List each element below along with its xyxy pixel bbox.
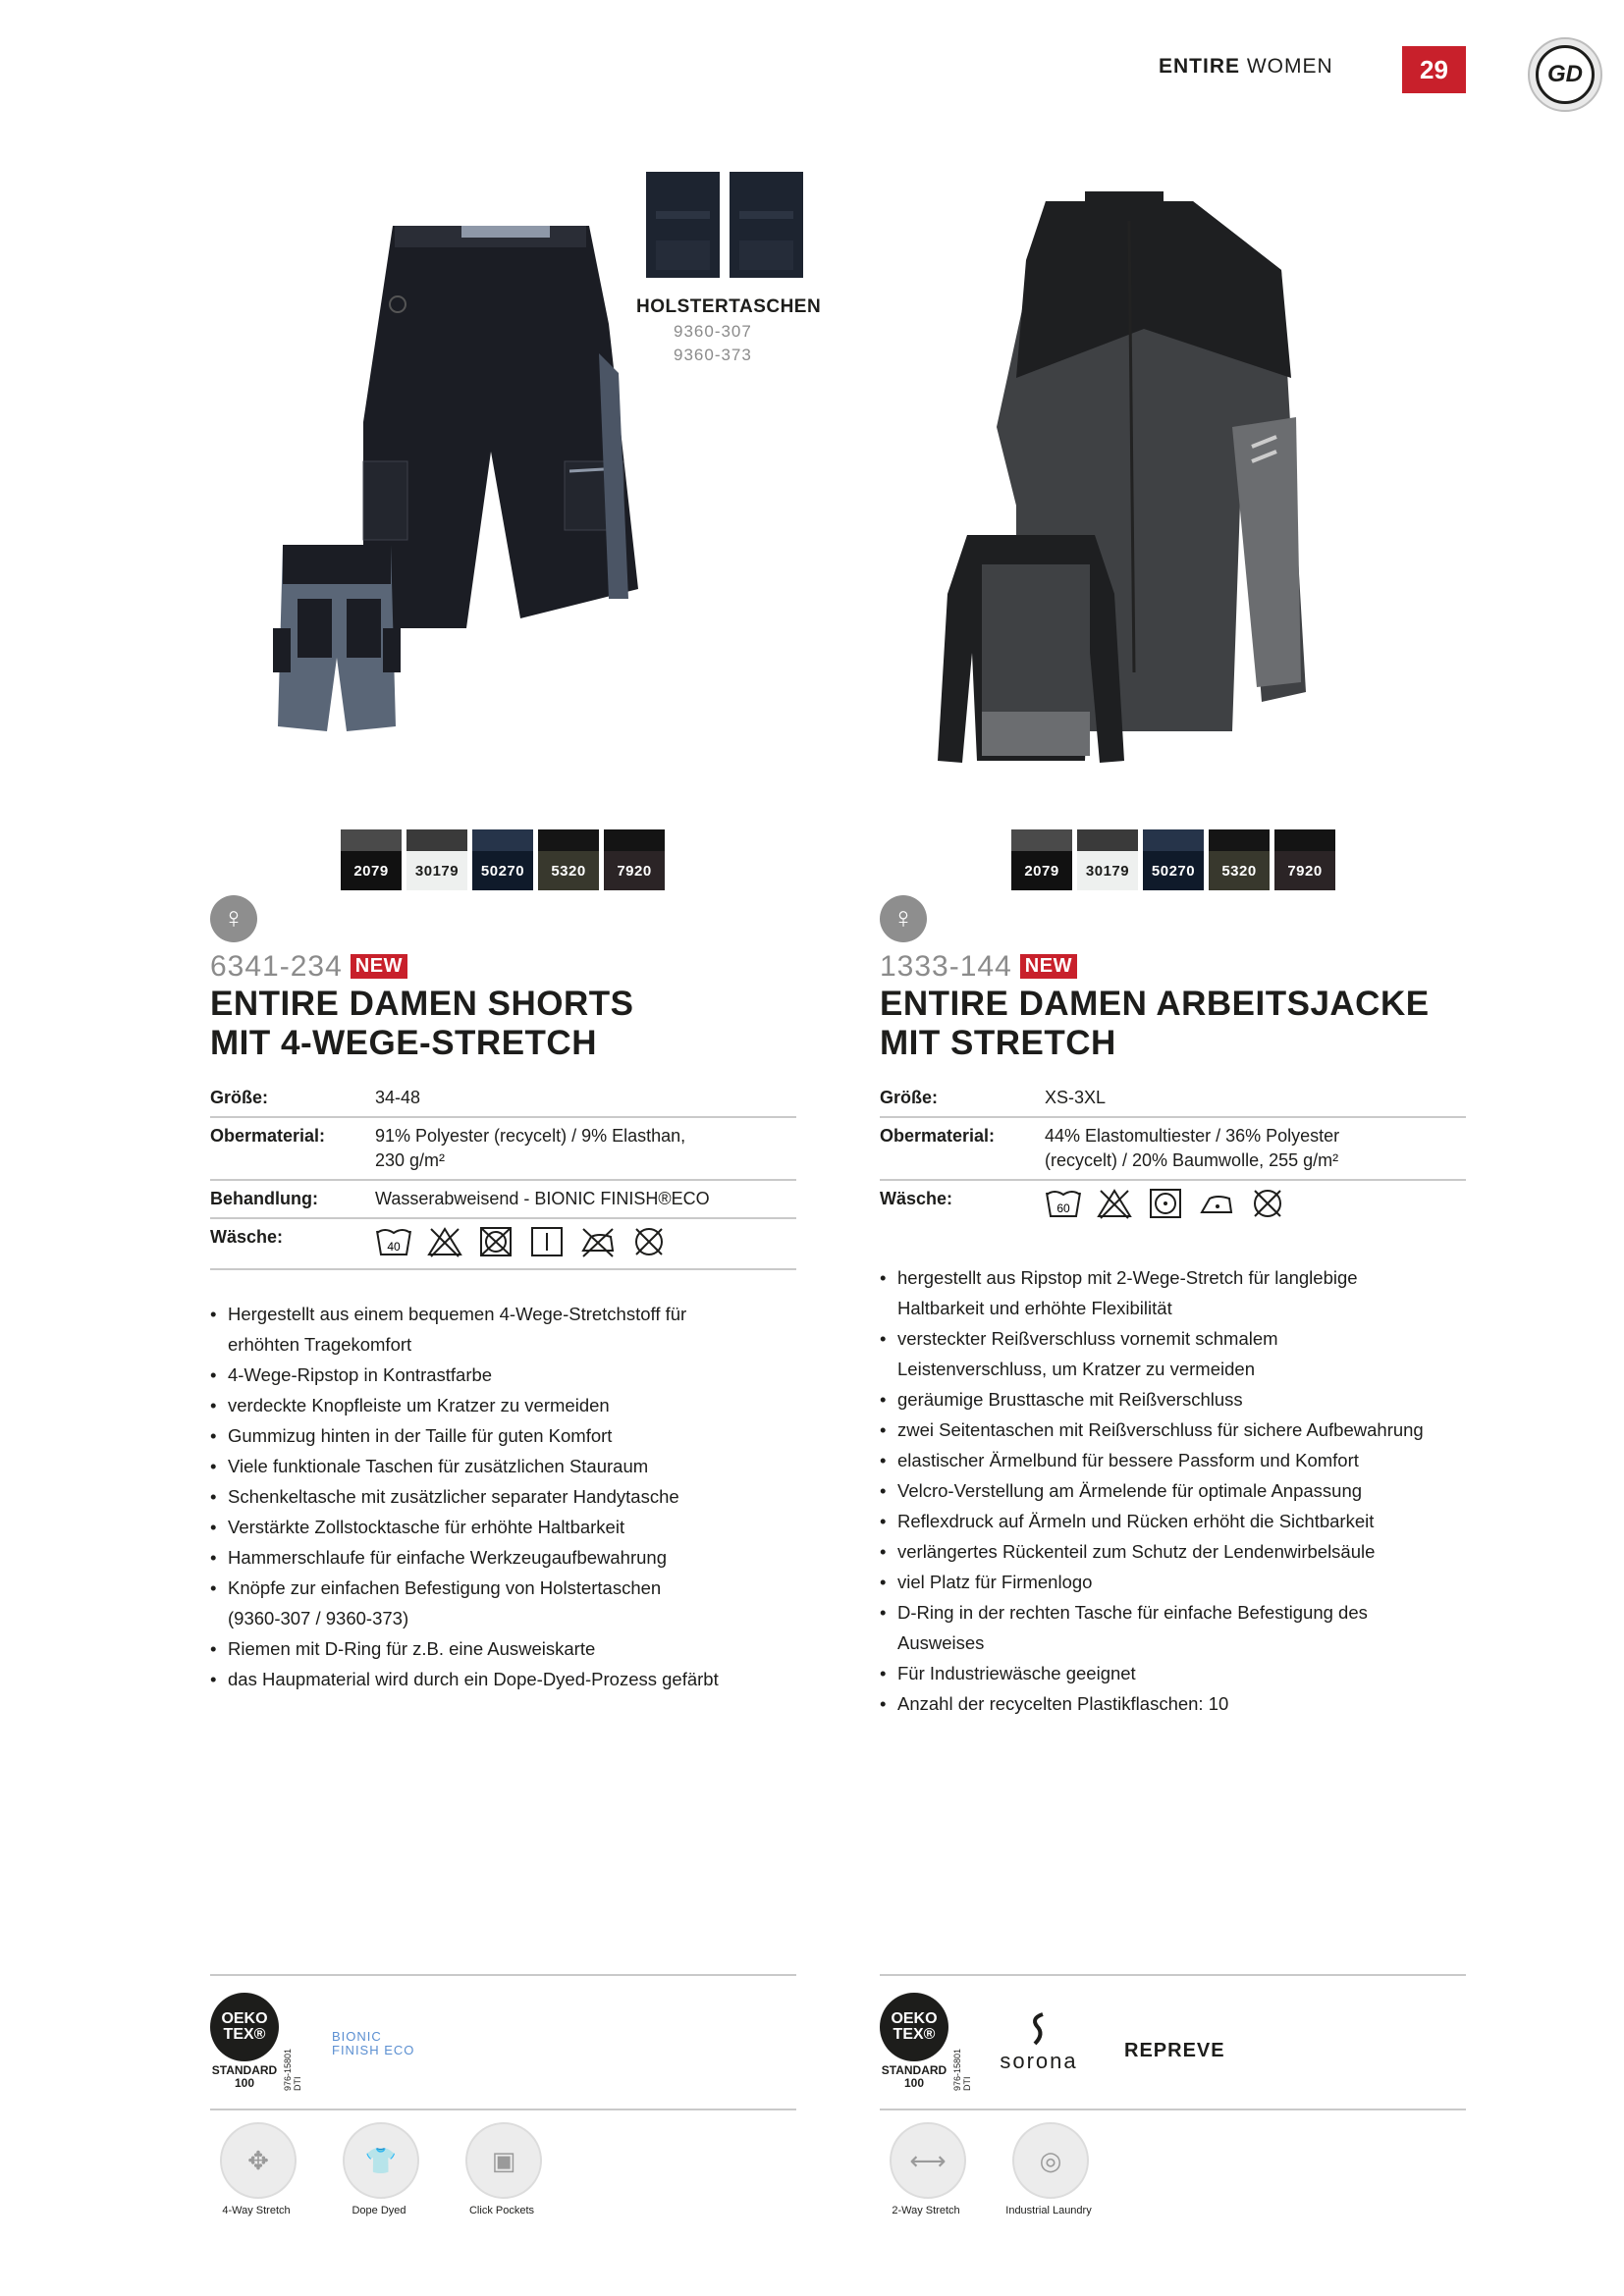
repreve-logo: REPREVE: [1124, 2040, 1225, 2061]
swatch-7920[interactable]: 7920: [604, 829, 665, 890]
wash-60-icon: [1045, 1187, 1082, 1220]
product-title: ENTIRE DAMEN ARBEITSJACKE MIT STRETCH: [880, 985, 1430, 1062]
list-item: • Verstärkte Zollstocktasche für erhöhte Haltbarkeit: [210, 1512, 799, 1542]
washing-machine-icon: ◎: [1012, 2122, 1089, 2199]
spec-treatment: Behandlung: Wasserabweisend - BIONIC FINISH®ECO: [210, 1181, 796, 1219]
section-title: [1159, 55, 1333, 79]
swatch-2079[interactable]: 2079: [341, 829, 402, 890]
list-item: (9360-307 / 9360-373): [228, 1608, 409, 1629]
swatch-50270[interactable]: 50270: [1143, 829, 1204, 890]
no-dry-clean-icon: [630, 1225, 668, 1258]
spec-wash: Wäsche: 40: [210, 1219, 796, 1270]
shirt-icon: 👕: [343, 2122, 419, 2199]
list-item: Haltbarkeit und erhöhte Flexibilität: [897, 1298, 1172, 1318]
oeko-tex-logo: OEKO TEX® STANDARD 100: [210, 1993, 279, 2090]
article-number: 1333-144 NEW: [880, 950, 1077, 984]
jacket-image: [908, 182, 1380, 771]
list-item: • viel Platz für Firmenlogo: [880, 1567, 1489, 1597]
no-bleach-icon: [1096, 1187, 1133, 1220]
swatch-2079[interactable]: 2079: [1011, 829, 1072, 890]
oeko-tex-code: 976-15801 DTI: [283, 2048, 302, 2091]
product-title: ENTIRE DAMEN SHORTS MIT 4-WEGE-STRETCH: [210, 985, 634, 1062]
feature-2-way-stretch: ⟷ 2-Way Stretch: [862, 2122, 990, 2217]
sorona-mark-icon: [1027, 2012, 1051, 2048]
spec-material: Obermaterial: 91% Polyester (recycelt) / 9% Elasthan, 230 g/m²: [210, 1118, 796, 1181]
list-item: • elastischer Ärmelbund für bessere Passform und Komfort: [880, 1445, 1489, 1475]
list-item: Leistenverschluss, um Kratzer zu vermeiden: [897, 1359, 1255, 1379]
sorona-logo: sorona: [1000, 2012, 1078, 2074]
list-item: • 4-Wege-Ripstop in Kontrastfarbe: [210, 1360, 799, 1390]
list-item: • das Haupmaterial wird durch ein Dope-Dyed-Prozess gefärbt: [210, 1664, 799, 1694]
tumble-dry-icon: [1147, 1187, 1184, 1220]
holster-code-1: 9360-307: [674, 322, 752, 341]
holster-code-2: 9360-373: [674, 346, 752, 364]
list-item: • Knöpfe zur einfachen Befestigung von Holstertaschen: [210, 1573, 799, 1603]
list-item: • D-Ring in der rechten Tasche für einfache Befestigung des: [880, 1597, 1489, 1628]
feature-4-way-stretch: ✥ 4-Way Stretch: [192, 2122, 320, 2217]
spec-material: Obermaterial: 44% Elastomultiester / 36% Polyester (recycelt) / 20% Baumwolle, 255 g/m²: [880, 1118, 1466, 1181]
divider: [880, 2109, 1466, 2110]
article-number: 6341-234 NEW: [210, 950, 407, 984]
swatch-5320[interactable]: 5320: [538, 829, 599, 890]
spec-size: Größe: 34-48: [210, 1080, 796, 1118]
spec-table: [210, 1080, 796, 1270]
spec-size: Größe: XS-3XL: [880, 1080, 1466, 1118]
no-iron-icon: [579, 1225, 617, 1258]
list-item: • Hammerschlaufe für einfache Werkzeugaufbewahrung: [210, 1542, 799, 1573]
divider: [880, 1974, 1466, 1976]
list-item: erhöhten Tragekomfort: [228, 1334, 412, 1355]
divider: [210, 1974, 796, 1976]
section-title-light: WOMEN: [1246, 55, 1333, 78]
four-way-stretch-icon: ✥: [220, 2122, 297, 2199]
oeko-tex-logo: OEKO TEX® STANDARD 100: [880, 1993, 948, 2090]
feature-click-pockets: ▣ Click Pockets: [438, 2122, 566, 2217]
list-item: • Anzahl der recycelten Plastikflaschen: 10: [880, 1688, 1489, 1719]
list-item: • Reflexdruck auf Ärmeln und Rücken erhöht die Sichtbarkeit: [880, 1506, 1489, 1536]
svg-text:40: 40: [387, 1240, 401, 1254]
holster-caption-title: HOLSTERTASCHEN: [636, 296, 822, 317]
list-item: • Hergestellt aus einem bequemen 4-Wege-Stretchstoff für: [210, 1299, 799, 1329]
holster-pockets-image: [646, 172, 803, 280]
list-item: Ausweises: [897, 1632, 985, 1653]
feature-industrial-laundry: ◎ Industrial Laundry: [985, 2122, 1112, 2217]
spec-table: [880, 1080, 1466, 1226]
two-way-stretch-icon: ⟷: [890, 2122, 966, 2199]
no-bleach-icon: [426, 1225, 463, 1258]
bionic-finish-eco-logo: BIONIC FINISH ECO: [332, 2029, 415, 2057]
shorts-back-image: [273, 540, 401, 736]
oeko-tex-code: 976-15801 DTI: [952, 2048, 972, 2091]
female-icon: ♀: [880, 895, 927, 942]
list-item: • Für Industriewäsche geeignet: [880, 1658, 1489, 1688]
pocket-icon: ▣: [465, 2122, 542, 2199]
swatch-30179[interactable]: 30179: [1077, 829, 1138, 890]
list-item: • Gummizug hinten in der Taille für guten Komfort: [210, 1420, 799, 1451]
section-title-bold: ENTIRE: [1159, 55, 1241, 78]
wash-40-icon: [375, 1225, 412, 1258]
feature-dope-dyed: 👕 Dope Dyed: [315, 2122, 443, 2217]
line-dry-icon: [528, 1225, 566, 1258]
list-item: • geräumige Brusttasche mit Reißverschluss: [880, 1384, 1489, 1415]
swatch-7920[interactable]: 7920: [1274, 829, 1335, 890]
list-item: • verdeckte Knopfleiste um Kratzer zu vermeiden: [210, 1390, 799, 1420]
feature-list-shorts: [210, 1299, 799, 1694]
list-item: • versteckter Reißverschluss vornemit schmalem: [880, 1323, 1489, 1354]
list-item: • Schenkeltasche mit zusätzlicher separater Handytasche: [210, 1481, 799, 1512]
page-number: 29: [1402, 46, 1466, 93]
feature-list-jacket: [880, 1262, 1489, 1719]
brand-logo: [1528, 37, 1602, 112]
new-badge: NEW: [351, 954, 407, 979]
swatch-50270[interactable]: 50270: [472, 829, 533, 890]
brand-logo-mark: GD: [1536, 45, 1595, 104]
list-item: • Velcro-Verstellung am Ärmelende für optimale Anpassung: [880, 1475, 1489, 1506]
list-item: • verlängertes Rückenteil zum Schutz der Lendenwirbelsäule: [880, 1536, 1489, 1567]
new-badge: NEW: [1020, 954, 1077, 979]
list-item: • Riemen mit D-Ring für z.B. eine Ausweiskarte: [210, 1633, 799, 1664]
list-item: • zwei Seitentaschen mit Reißverschluss für sichere Aufbewahrung: [880, 1415, 1489, 1445]
divider: [210, 2109, 796, 2110]
svg-text:60: 60: [1056, 1201, 1070, 1215]
iron-icon: [1198, 1187, 1235, 1220]
list-item: • Viele funktionale Taschen für zusätzlichen Stauraum: [210, 1451, 799, 1481]
swatch-30179[interactable]: 30179: [406, 829, 467, 890]
swatch-5320[interactable]: 5320: [1209, 829, 1270, 890]
no-dry-clean-icon: [1249, 1187, 1286, 1220]
female-icon: ♀: [210, 895, 257, 942]
spec-wash: Wäsche: 60: [880, 1181, 1466, 1226]
no-tumble-dry-icon: [477, 1225, 514, 1258]
list-item: • hergestellt aus Ripstop mit 2-Wege-Stretch für langlebige: [880, 1262, 1489, 1293]
